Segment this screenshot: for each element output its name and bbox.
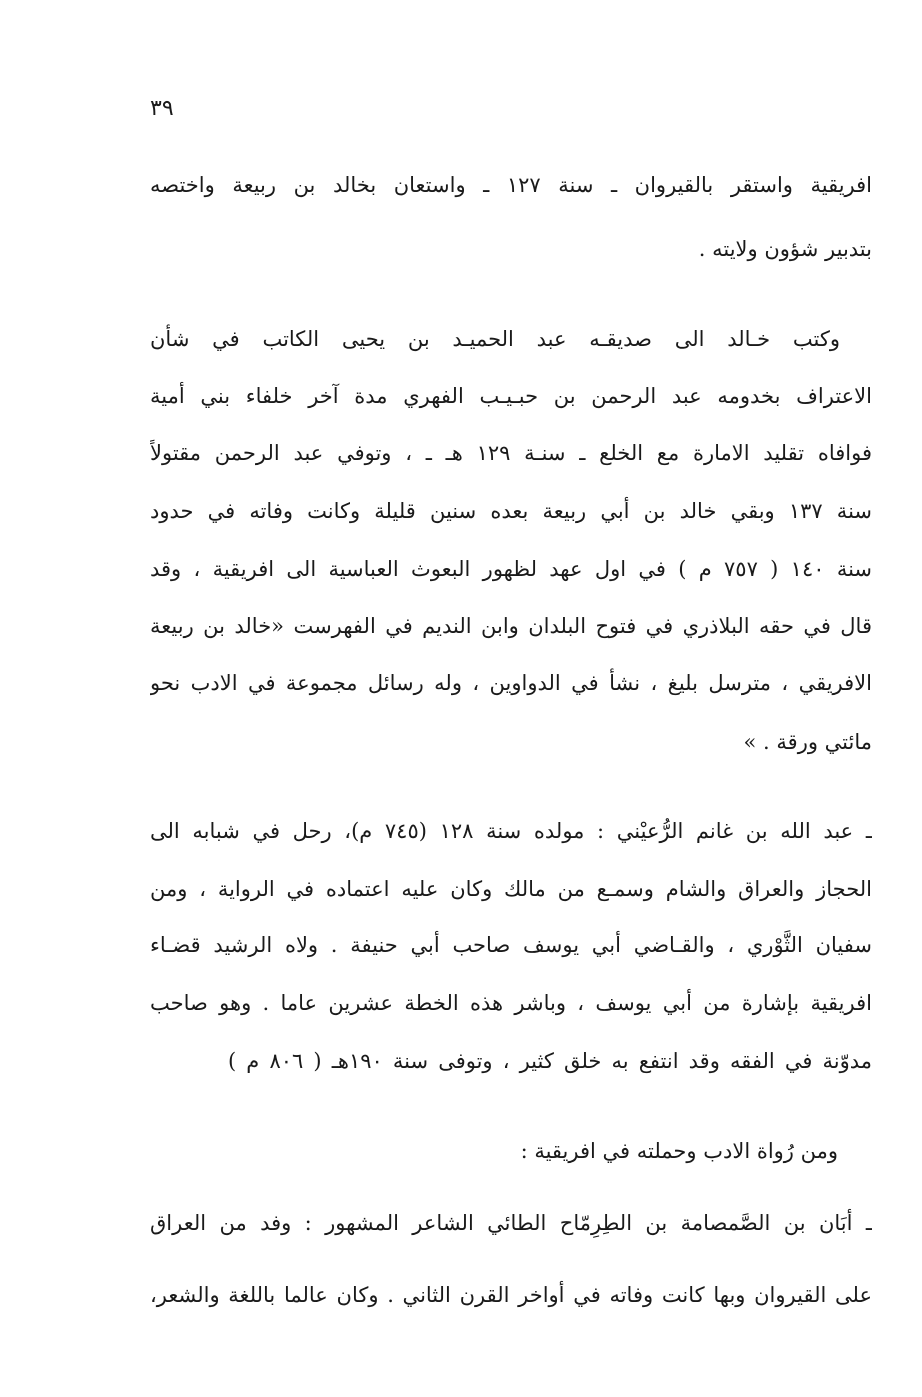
paragraph-2-line-7: الافريقي ، مترسل بليغ ، نشأ في الدواوين ، وله رسائل مجموعة في الادب نحو: [150, 671, 872, 695]
paragraph-5-line-2: على القيروان وبها كانت وفاته في أواخر القرن الثاني . وكان عالما باللغة والشعر،: [150, 1283, 872, 1307]
paragraph-2-line-5: سنة ١٤٠ ( ٧٥٧ م ) في اول عهد لظهور البعوث العباسية الى افريقية ، وقد: [150, 557, 872, 581]
paragraph-2-line-2: الاعتراف بخدومه عبد الرحمن بن حبـيـب الفهري مدة آخر خلفاء بني أمية: [150, 384, 872, 408]
paragraph-4-line-1: ومن رُواة الادب وحملته في افريقية :: [520, 1139, 838, 1163]
paragraph-5-line-1: ـ أبَان بن الصَّمصامة بن الطِرِمّاح الطائي الشاعر المشهور : وفد من العراق: [150, 1211, 872, 1235]
paragraph-3-line-5: مدوّنة في الفقه وقد انتفع به خلق كثير ، وتوفى سنة ١٩٠هـ ( ٨٠٦ م ): [228, 1049, 872, 1073]
paragraph-2-line-1: وكتب خـالد الى صديقـه عبد الحميـد بن يحيى الكاتب في شأن: [150, 327, 840, 351]
paragraph-1-line-1: افريقية واستقر بالقيروان ـ سنة ١٢٧ ـ واستعان بخالد بن ربيعة واختصه: [150, 173, 872, 197]
paragraph-2-line-6: قال في حقه البلاذري في فتوح البلدان وابن النديم في الفهرست «خالد بن ربيعة: [150, 614, 872, 638]
paragraph-3-line-1: ـ عبد الله بن غانم الرُّعيْني : مولده سنة ١٢٨ (٧٤٥ م)، رحل في شبابه الى: [150, 819, 872, 843]
paragraph-1-line-2: بتدبير شؤون ولايته .: [698, 237, 872, 261]
paragraph-3-line-4: افريقية بإشارة من أبي يوسف ، وباشر هذه الخطة عشرين عاما . وهو صاحب: [150, 991, 872, 1015]
paragraph-2-line-8: مائتي ورقة . »: [743, 730, 872, 754]
paragraph-3-line-3: سفيان الثَّوْري ، والقـاضي أبي يوسف صاحب أبي حنيفة . ولاه الرشيد قضـاء: [150, 933, 872, 957]
paragraph-3-line-2: الحجاز والعراق والشام وسمـع من مالك وكان عليه اعتماده في الرواية ، ومن: [150, 877, 872, 901]
paragraph-2-line-4: سنة ١٣٧ وبقي خالد بن أبي ربيعة بعده سنين قليلة وكانت وفاته في حدود: [150, 499, 872, 523]
paragraph-2-line-3: فوافاه تقليد الامارة مع الخلع ـ سنـة ١٢٩ هـ ـ ، وتوفي عبد الرحمن مقتولاً: [150, 441, 872, 465]
page-number: ٣٩: [150, 96, 174, 121]
